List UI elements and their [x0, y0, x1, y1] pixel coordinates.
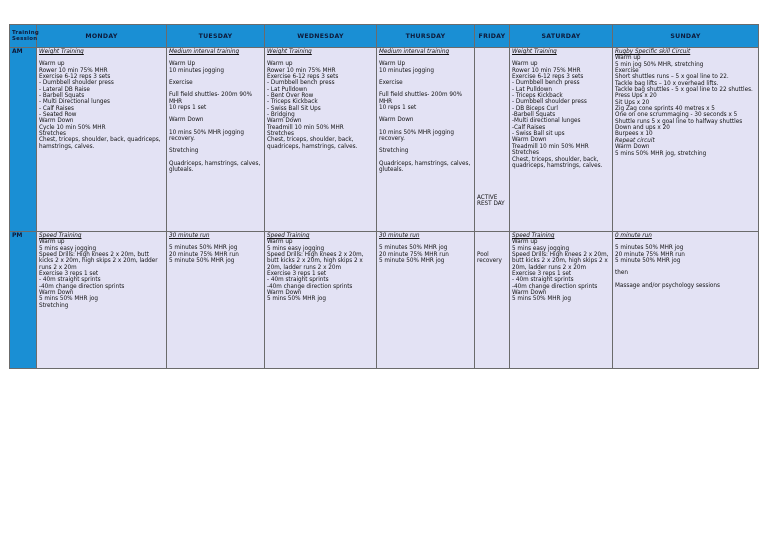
session-line: -40m change direction sprints [39, 283, 125, 290]
session-line: Cycle 10 min 50% MHR [39, 124, 106, 131]
session-line: Warm up [39, 61, 65, 68]
pm-saturday-cell [510, 232, 613, 369]
session-line: then [615, 270, 628, 277]
session-line: -Calf Raises [512, 124, 546, 131]
session-lines [512, 239, 610, 271]
session-heading: Medium interval training [379, 49, 450, 55]
session-line: Full field shuttles- 200m 90% MHR [169, 92, 252, 105]
day-header-wednesday: WEDNESDAY [265, 25, 377, 48]
session-lines [267, 55, 374, 150]
session-line: One on one scrummaging - 30 seconds x 5 Shuttle runs 5 x goal line to halfway shuttles [615, 112, 743, 125]
session-line: 10 mins 50% MHR jogging recovery. [379, 129, 455, 143]
session-line: - Swiss Ball sit ups [512, 131, 565, 138]
session-line: 5 minutes 50% MHR jog [379, 245, 448, 252]
session-line: Speed Drills: High knees 2 x 20m, butt kicks 2 x 20m, high skips 2 x 20m, ladder runs 2 x 20m [512, 252, 609, 271]
session-lines [39, 239, 164, 271]
pm-thursday-cell [377, 232, 475, 369]
session-lines [512, 55, 610, 169]
session-lines [39, 55, 164, 150]
pm-tuesday-cell [167, 232, 265, 369]
session-line: Quadriceps, hamstrings, calves, gluteals. [379, 160, 471, 174]
session-line: Warm Down [379, 117, 414, 124]
session-line: Warm up [39, 239, 65, 246]
session-lines [615, 55, 756, 137]
session-line: Warm Down [512, 137, 547, 144]
session-line: 5 mins easy jogging [39, 245, 97, 252]
session-line: - Multi Directional lunges [39, 99, 110, 106]
session-heading: 30 minute run [379, 233, 420, 239]
session-heading: Rugby Specific skill Circuit [615, 49, 691, 55]
session-line: Rower 10 min 75% MHR [512, 67, 581, 74]
session-line: -Multi directional lunges [512, 118, 581, 125]
am-tuesday-cell [167, 48, 265, 232]
session-line: -Barbell Squats [512, 112, 556, 119]
session-line: 5 mins 50% MHR jog [512, 296, 571, 303]
session-line: Chest, triceps, shoulder, back, quadriceps, hamstrings, calves. [267, 137, 358, 150]
pm-wednesday-cell [265, 232, 377, 369]
session-line: Warm Up [169, 61, 196, 68]
session-line: Warm Down [615, 144, 650, 151]
session-line: 10 reps 1 set [169, 105, 207, 112]
session-line: - Bridging [267, 112, 295, 119]
session-line: 5 mins 50% MHR jog [267, 296, 326, 303]
session-lines [267, 239, 374, 271]
session-line: Rower 10 min 75% MHR [39, 67, 108, 74]
session-lines [169, 55, 262, 173]
session-line: Chest, triceps, shoulder, back, quadriceps, hamstrings, calves. [512, 156, 603, 169]
session-line: - Calf Raises [39, 105, 75, 112]
session-line: 10 minutes jogging [169, 67, 224, 74]
session-line: Stretches [512, 150, 539, 157]
session-line: 5 mins easy jogging [267, 245, 325, 252]
session-line: Warm Down [267, 118, 302, 125]
session-heading: Weight Training [39, 49, 84, 55]
session-line: - Dumbbell bench press [267, 80, 335, 87]
session-line: - Bent Over Row [267, 93, 314, 100]
session-line: Warm Down [39, 118, 74, 125]
pm-sunday-cell [613, 232, 759, 369]
session-heading: Speed Training [512, 233, 555, 239]
session-line: 5 min jog 50% MHR, stretching [615, 61, 704, 68]
session-line: Zig Zag cone sprints 40 metres x 5 [615, 106, 715, 113]
session-lines [39, 277, 164, 309]
session-line: Warm Down [39, 290, 74, 297]
session-line: Exercise 6-12 reps 3 sets [39, 74, 111, 81]
exercise-sets-label: Exercise 3 reps 1 set [267, 271, 327, 278]
session-line: Speed Drills: High knees 2 x 20m, butt kicks 2 x 20m, high skips 2 x 20m, ladder runs 2 x 20m [39, 252, 158, 271]
exercise-sets-label: Exercise 3 reps 1 set [512, 271, 572, 278]
session-line: Chest, triceps, shoulder, back, quadriceps, hamstrings, calves. [39, 137, 161, 150]
session-line: Quadriceps, hamstrings, calves, gluteals. [169, 160, 261, 174]
exercise-sets-label: Exercise 3 reps 1 set [39, 271, 99, 278]
session-line: Rower 10 min 75% MHR [267, 67, 336, 74]
day-header-tuesday: TUESDAY [167, 25, 265, 48]
am-saturday-cell [510, 48, 613, 232]
session-line: Exercise 6-12 reps 3 sets [267, 74, 339, 81]
session-line: - DB Biceps Curl [512, 105, 558, 112]
session-line: - Dumbbell shoulder press [512, 99, 587, 106]
session-line: 5 mins easy jogging [512, 245, 570, 252]
session-line: Warm Down [512, 290, 547, 297]
session-line: Warm Up [379, 61, 406, 68]
session-line: 10 mins 50% MHR jogging recovery. [169, 129, 245, 143]
pm-monday-cell [37, 232, 167, 369]
session-line: 5 minute 50% MHR jog [169, 258, 235, 265]
session-line: Stretches [267, 131, 294, 138]
session-line: - Lateral DB Raise [39, 86, 90, 93]
session-heading: Weight Training [267, 49, 312, 55]
session-line: Exercise [379, 80, 403, 87]
session-line: - Triceps Kickback [267, 99, 318, 106]
session-line: Warm up [615, 55, 641, 62]
session-line: 20 minute 75% MHR run [615, 251, 685, 258]
session-line: - Lat Pulldown [267, 86, 307, 93]
session-line: - Barbell Squats [39, 93, 85, 100]
session-line: Burpees x 10 [615, 131, 653, 138]
am-wednesday-cell [265, 48, 377, 232]
session-line: 5 mins 50% MHR jog, stretching [615, 150, 707, 157]
session-line: Warm Down [169, 117, 204, 124]
session-line: - Dumbbell shoulder press [39, 80, 114, 87]
row-label-pm: PM [10, 232, 37, 369]
session-line: Stretching [379, 148, 409, 155]
session-line: Exercise [615, 68, 639, 75]
session-line: - 40m straight sprints [512, 277, 574, 284]
am-row [10, 48, 759, 232]
session-line: Stretching [39, 302, 69, 309]
session-line: - Swiss Ball Sit Ups [267, 105, 321, 112]
session-line: -40m change direction sprints [512, 283, 598, 290]
day-header-saturday: SATURDAY [510, 25, 613, 48]
am-sunday-cell [613, 48, 759, 232]
session-line: - 40m straight sprints [267, 277, 329, 284]
training-schedule-table [9, 24, 759, 369]
session-line: Tackle bag shuttles - 5 x goal line to 22 shuttles. [615, 87, 753, 94]
session-heading: 30 minute run [169, 233, 210, 239]
am-friday-cell [475, 48, 510, 265]
pm-row [10, 232, 759, 369]
session-line: - Lat Pulldown [512, 86, 552, 93]
pool-recovery-text: Pool recovery [477, 252, 502, 265]
session-heading: 0 minute run [615, 233, 652, 239]
session-lines [267, 277, 374, 302]
session-line: - Dumbbell bench press [512, 80, 580, 87]
session-lines [615, 239, 756, 289]
session-line: Warm up [267, 61, 293, 68]
am-thursday-cell [377, 48, 475, 232]
am-monday-cell [37, 48, 167, 232]
day-header-thursday: THURSDAY [377, 25, 475, 48]
session-heading: Weight Training [512, 49, 557, 55]
session-line: 5 minute 50% MHR jog [615, 258, 681, 265]
day-header-monday: MONDAY [37, 25, 167, 48]
session-heading: Speed Training [39, 233, 82, 239]
session-line: Sit Ups x 20 [615, 99, 650, 106]
session-line: 5 mins 50% MHR jog [39, 296, 98, 303]
repeat-circuit-note: Repeat circuit [615, 137, 655, 144]
session-line: Warm Down [267, 290, 302, 297]
session-line: Stretching [169, 148, 199, 155]
session-line: 5 minutes 50% MHR jog [169, 245, 238, 252]
session-line: Short shuttles runs – 5 x goal line to 22. [615, 74, 729, 81]
session-line: Down and ups x 20 [615, 125, 670, 132]
day-header-friday: FRIDAY [475, 25, 510, 48]
active-rest-day-text: ACTIVE REST DAY [477, 195, 505, 208]
session-line: 5 minute 50% MHR jog [379, 258, 445, 265]
session-lines [169, 239, 262, 264]
session-line: Tackle bag lifts – 10 x overhead lifts. [615, 80, 719, 87]
session-line: Treadmill 10 min 50% MHR [512, 143, 589, 150]
session-line: 10 reps 1 set [379, 105, 417, 112]
session-line: 10 minutes jogging [379, 67, 434, 74]
session-line: Treadmill 10 min 50% MHR [267, 124, 344, 131]
session-line: Massage and/or psychology sessions [615, 282, 720, 289]
session-line: Warm up [512, 61, 538, 68]
session-lines [379, 239, 472, 264]
session-lines [615, 144, 756, 157]
session-line: Warm up [512, 239, 538, 246]
session-lines [512, 277, 610, 302]
session-line: Full field shuttles- 200m 90% MHR [379, 92, 462, 105]
session-line: 20 minute 75% MHR run [169, 251, 239, 258]
session-line: Exercise [169, 80, 193, 87]
session-line: 20 minute 75% MHR run [379, 251, 449, 258]
session-lines [379, 55, 472, 173]
session-line: Press Ups x 20 [615, 93, 657, 100]
session-line: - 40m straight sprints [39, 277, 101, 284]
session-heading: Medium interval training [169, 49, 240, 55]
day-header-sunday: SUNDAY [613, 25, 759, 48]
session-line: Warm up [267, 239, 293, 246]
session-line: Exercise 6-12 reps 3 sets [512, 74, 584, 81]
row-label-am: AM [10, 48, 37, 232]
session-heading: Speed Training [267, 233, 310, 239]
header-row [10, 25, 759, 48]
session-line: 5 minutes 50% MHR jog [615, 245, 684, 252]
session-line: Speed Drills: High knees 2 x 20m, butt kicks 2 x 20m, high skips 2 x 20m, ladder runs 2 x 20m [267, 252, 364, 271]
session-line: Stretches [39, 131, 66, 138]
session-line: - Seated Row [39, 112, 77, 119]
session-line: - Triceps Kickback [512, 93, 563, 100]
session-line: -40m change direction sprints [267, 283, 353, 290]
training-session-header: Training Session [10, 25, 37, 48]
